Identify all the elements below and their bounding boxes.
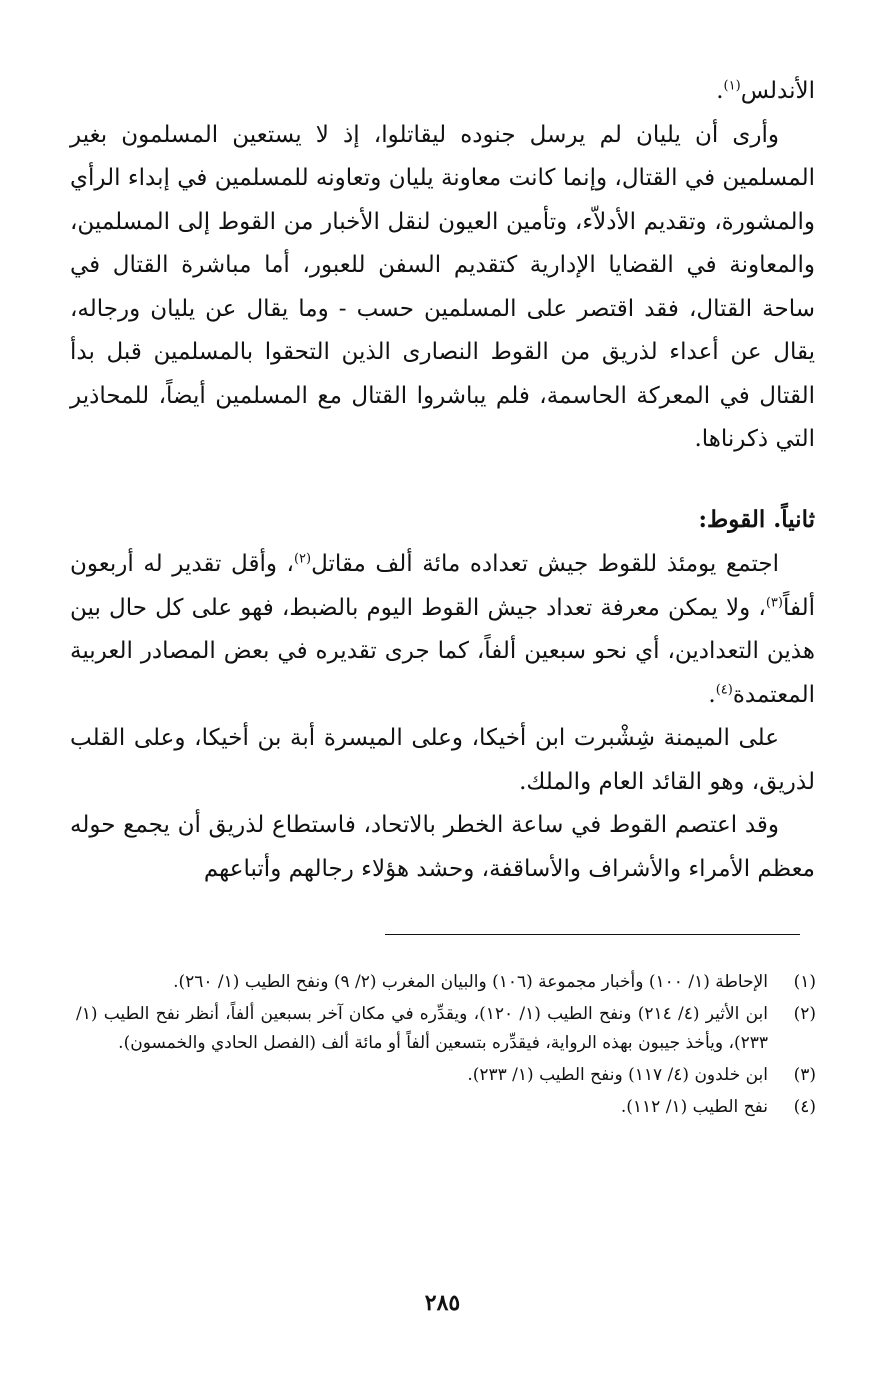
- paragraph-opening: [70, 70, 815, 114]
- footnote-4: [76, 1093, 816, 1122]
- army-text-a: اجتمع يومئذ للقوط جيش تعداده مائة ألف مقاتل: [311, 551, 779, 577]
- army-text-c: ، ولا يمكن معرفة تعداد جيش القوط اليوم بالضبط، فهو على كل حال بين هذين التعدادين، أي نحو سبعين ألفاً، كما جرى تقديره في بعض المصادر العربية المعتمدة: [70, 594, 815, 708]
- paragraph-unity: وقد اعتصم القوط في ساعة الخطر بالاتحاد، فاستطاع لذريق أن يجمع حوله معظم الأمراء والأشراف والأساقفة، وحشد هؤلاء رجالهم وأتباعهم: [70, 812, 815, 882]
- paragraph-formation: على الميمنة شِشْبرت ابن أخيكا، وعلى الميسرة أبة بن أخيكا، وعلى القلب لذريق، وهو القائد العام والملك.: [70, 725, 815, 795]
- footnote-ref-2[interactable]: (٢): [293, 551, 312, 567]
- paragraph-army-size: [70, 543, 815, 717]
- footnotes: [76, 968, 816, 1125]
- footnote-ref-3[interactable]: (٣): [765, 594, 783, 610]
- footnote-1: [76, 968, 816, 997]
- army-text-b: ، وأقل تقدير له أربعون ألفاً: [70, 551, 815, 621]
- footnote-ref-4[interactable]: (٤): [715, 681, 733, 697]
- footnote-number: (١): [793, 972, 816, 992]
- opening-tail: .: [716, 78, 724, 104]
- footnote-ref-1[interactable]: (١): [723, 78, 741, 94]
- footnote-text: الإحاطة (١/ ١٠٠) وأخبار مجموعة (١٠٦) والبيان المغرب (٢/ ٩) ونفح الطيب (١/ ٢٦٠).: [173, 972, 768, 992]
- footnote-text: نفح الطيب (١/ ١١٢).: [620, 1097, 768, 1117]
- main-text: [70, 70, 815, 891]
- footnote-number: (٣): [793, 1065, 816, 1085]
- army-text-d: .: [708, 681, 716, 708]
- footnote-number: (٢): [793, 1004, 816, 1024]
- footnote-divider: [385, 934, 800, 935]
- page-number: ٢٨٥: [424, 1290, 461, 1316]
- opening-text: الأندلس: [740, 78, 815, 104]
- section-heading: ثانياً. القوط:: [698, 505, 815, 533]
- footnote-2: [76, 1000, 816, 1058]
- footnote-text: ابن خلدون (٤/ ١١٧) ونفح الطيب (١/ ٢٣٣).: [467, 1065, 768, 1085]
- footnote-number: (٤): [793, 1097, 816, 1117]
- paragraph-yulian: وأرى أن يليان لم يرسل جنوده ليقاتلوا، إذ لا يستعين المسلمون بغير المسلمين في القتال، وإنما كانت معاونة يليان وتعاونه للمسلمين في إبداء الرأي والمشورة، وتقديم الأدلاّء، وتأمين العيون لنقل الأخبار من القوط إلى المسلمين، والمعاونة في القضايا الإدارية كتقديم السفن للعبور، أما مباشرة القتال في ساحة القتال، فقد اقتصر على المسلمين حسب - وما يقال عن يليان ورجاله، يقال عن أعداء لذريق من القوط النصارى الذين التحقوا بالمسلمين قبل بدأ القتال في المعركة الحاسمة، فلم يباشروا القتال مع المسلمين أيضاً، للمحاذير التي ذكرناها.: [70, 121, 815, 452]
- footnote-3: [76, 1061, 816, 1090]
- footnote-text: ابن الأثير (٤/ ٢١٤) ونفح الطيب (١/ ١٢٠)، ويقدِّره في مكان آخر بسبعين ألفاً، أنظر نفح الطيب (١/ ٢٣٣)، ويأخذ جيبون بهذه الرواية، فيقدِّره بتسعين ألفاً أو مائة ألف (الفصل الحادي والخمسون).: [76, 1004, 768, 1053]
